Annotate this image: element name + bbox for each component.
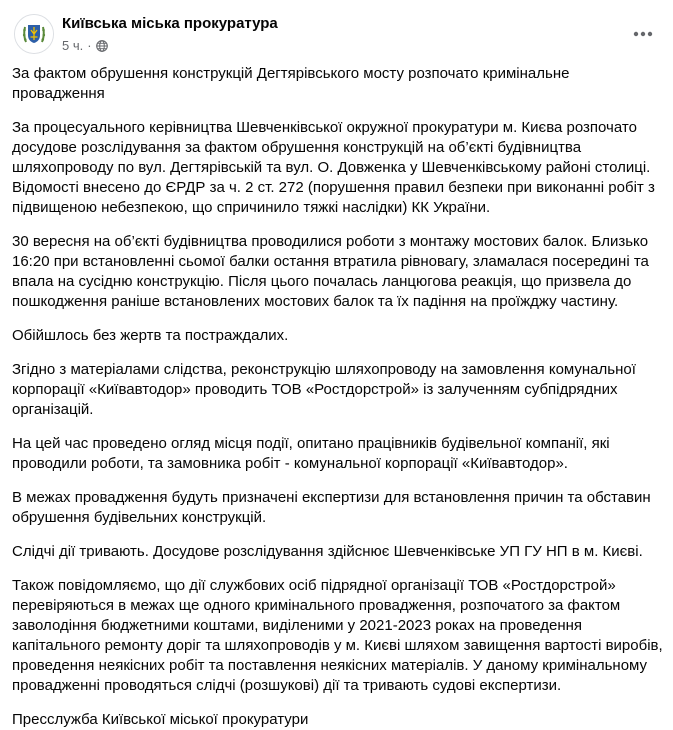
- post-paragraph: За процесуального керівництва Шевченківської окружної прокуратури м. Києва розпочато досудове розслідування за фактом обрушення конструкцій на об’єкті будівництва шляхопроводу по вул. Дегтярівській та вул. О. Довженка у Шевченківському районі столиці. Відомості внесено до ЄРДР за ч. 2 ст. 272 (порушення правил безпеки при виконанні робіт з підвищеною небезпекою, що спричинило тяжкі наслідки) КК України.: [12, 119, 655, 216]
- post-paragraph: Обійшлось без жертв та постраждалих.: [12, 327, 289, 344]
- post-time[interactable]: 5 ч.: [62, 38, 84, 53]
- post-title: За фактом обрушення конструкцій Дегтярівського мосту розпочато кримінальне провадження: [12, 65, 570, 102]
- globe-icon: [96, 40, 108, 52]
- more-options-icon: [633, 31, 653, 37]
- meta-separator: ·: [87, 38, 92, 53]
- post-paragraph: Слідчі дії тривають. Досудове розслідування здійснює Шевченківське УП ГУ НП в м. Києві.: [12, 543, 643, 560]
- post-paragraph: На цей час проведено огляд місця події, опитано працівників будівельної компанії, які проводили роботи, та замовника робіт - комунальної корпорації «Київавтодор».: [12, 435, 610, 472]
- page-name-link[interactable]: Київська міська прокуратура: [62, 15, 278, 32]
- coat-of-arms-icon: [15, 15, 53, 53]
- post-meta: [62, 38, 108, 53]
- post-signature: Пресслужба Київської міської прокуратури: [12, 711, 309, 728]
- post-header: [12, 8, 661, 56]
- page-avatar[interactable]: [14, 14, 54, 54]
- more-options-button[interactable]: [629, 24, 657, 44]
- post-paragraph: 30 вересня на об’єкті будівництва проводилися роботи з монтажу мостових балок. Близько 16:20 при встановленні сьомої балки остання втратила рівновагу, зламалася посередині та впала на сусідню конструкцію. Після цього почалась ланцюгова реакція, що призвела до пошкодження раніше встановлених мостових балок та їх падіння на проїжджу частину.: [12, 233, 649, 310]
- post-text: [12, 64, 664, 730]
- post-paragraph: Згідно з матеріалами слідства, реконструкцію шляхопроводу на замовлення комунальної корпорації «Київавтодор» проводить ТОВ «Ростдорстрой» із залученням субпідрядних організацій.: [12, 361, 636, 418]
- post-paragraph: В межах провадження будуть призначені експертизи для встановлення причин та обставин обрушення будівельних конструкцій.: [12, 489, 651, 526]
- post-paragraph: Також повідомляємо, що дії службових осіб підрядної організації ТОВ «Ростдорстрой» перевіряються в межах ще одного кримінального провадження, розпочатого за фактом заволодіння бюджетними коштами, виділеними у 2021-2023 роках на проведення капітального ремонту доріг та шляхопроводів у м. Києві шляхом завищення вартості виробів, проведення неякісних робіт та поставлення неякісних матеріалів. У даному кримінальному провадженні проводяться слідчі (розшукові) дії та тривають судові експертизи.: [12, 577, 663, 694]
